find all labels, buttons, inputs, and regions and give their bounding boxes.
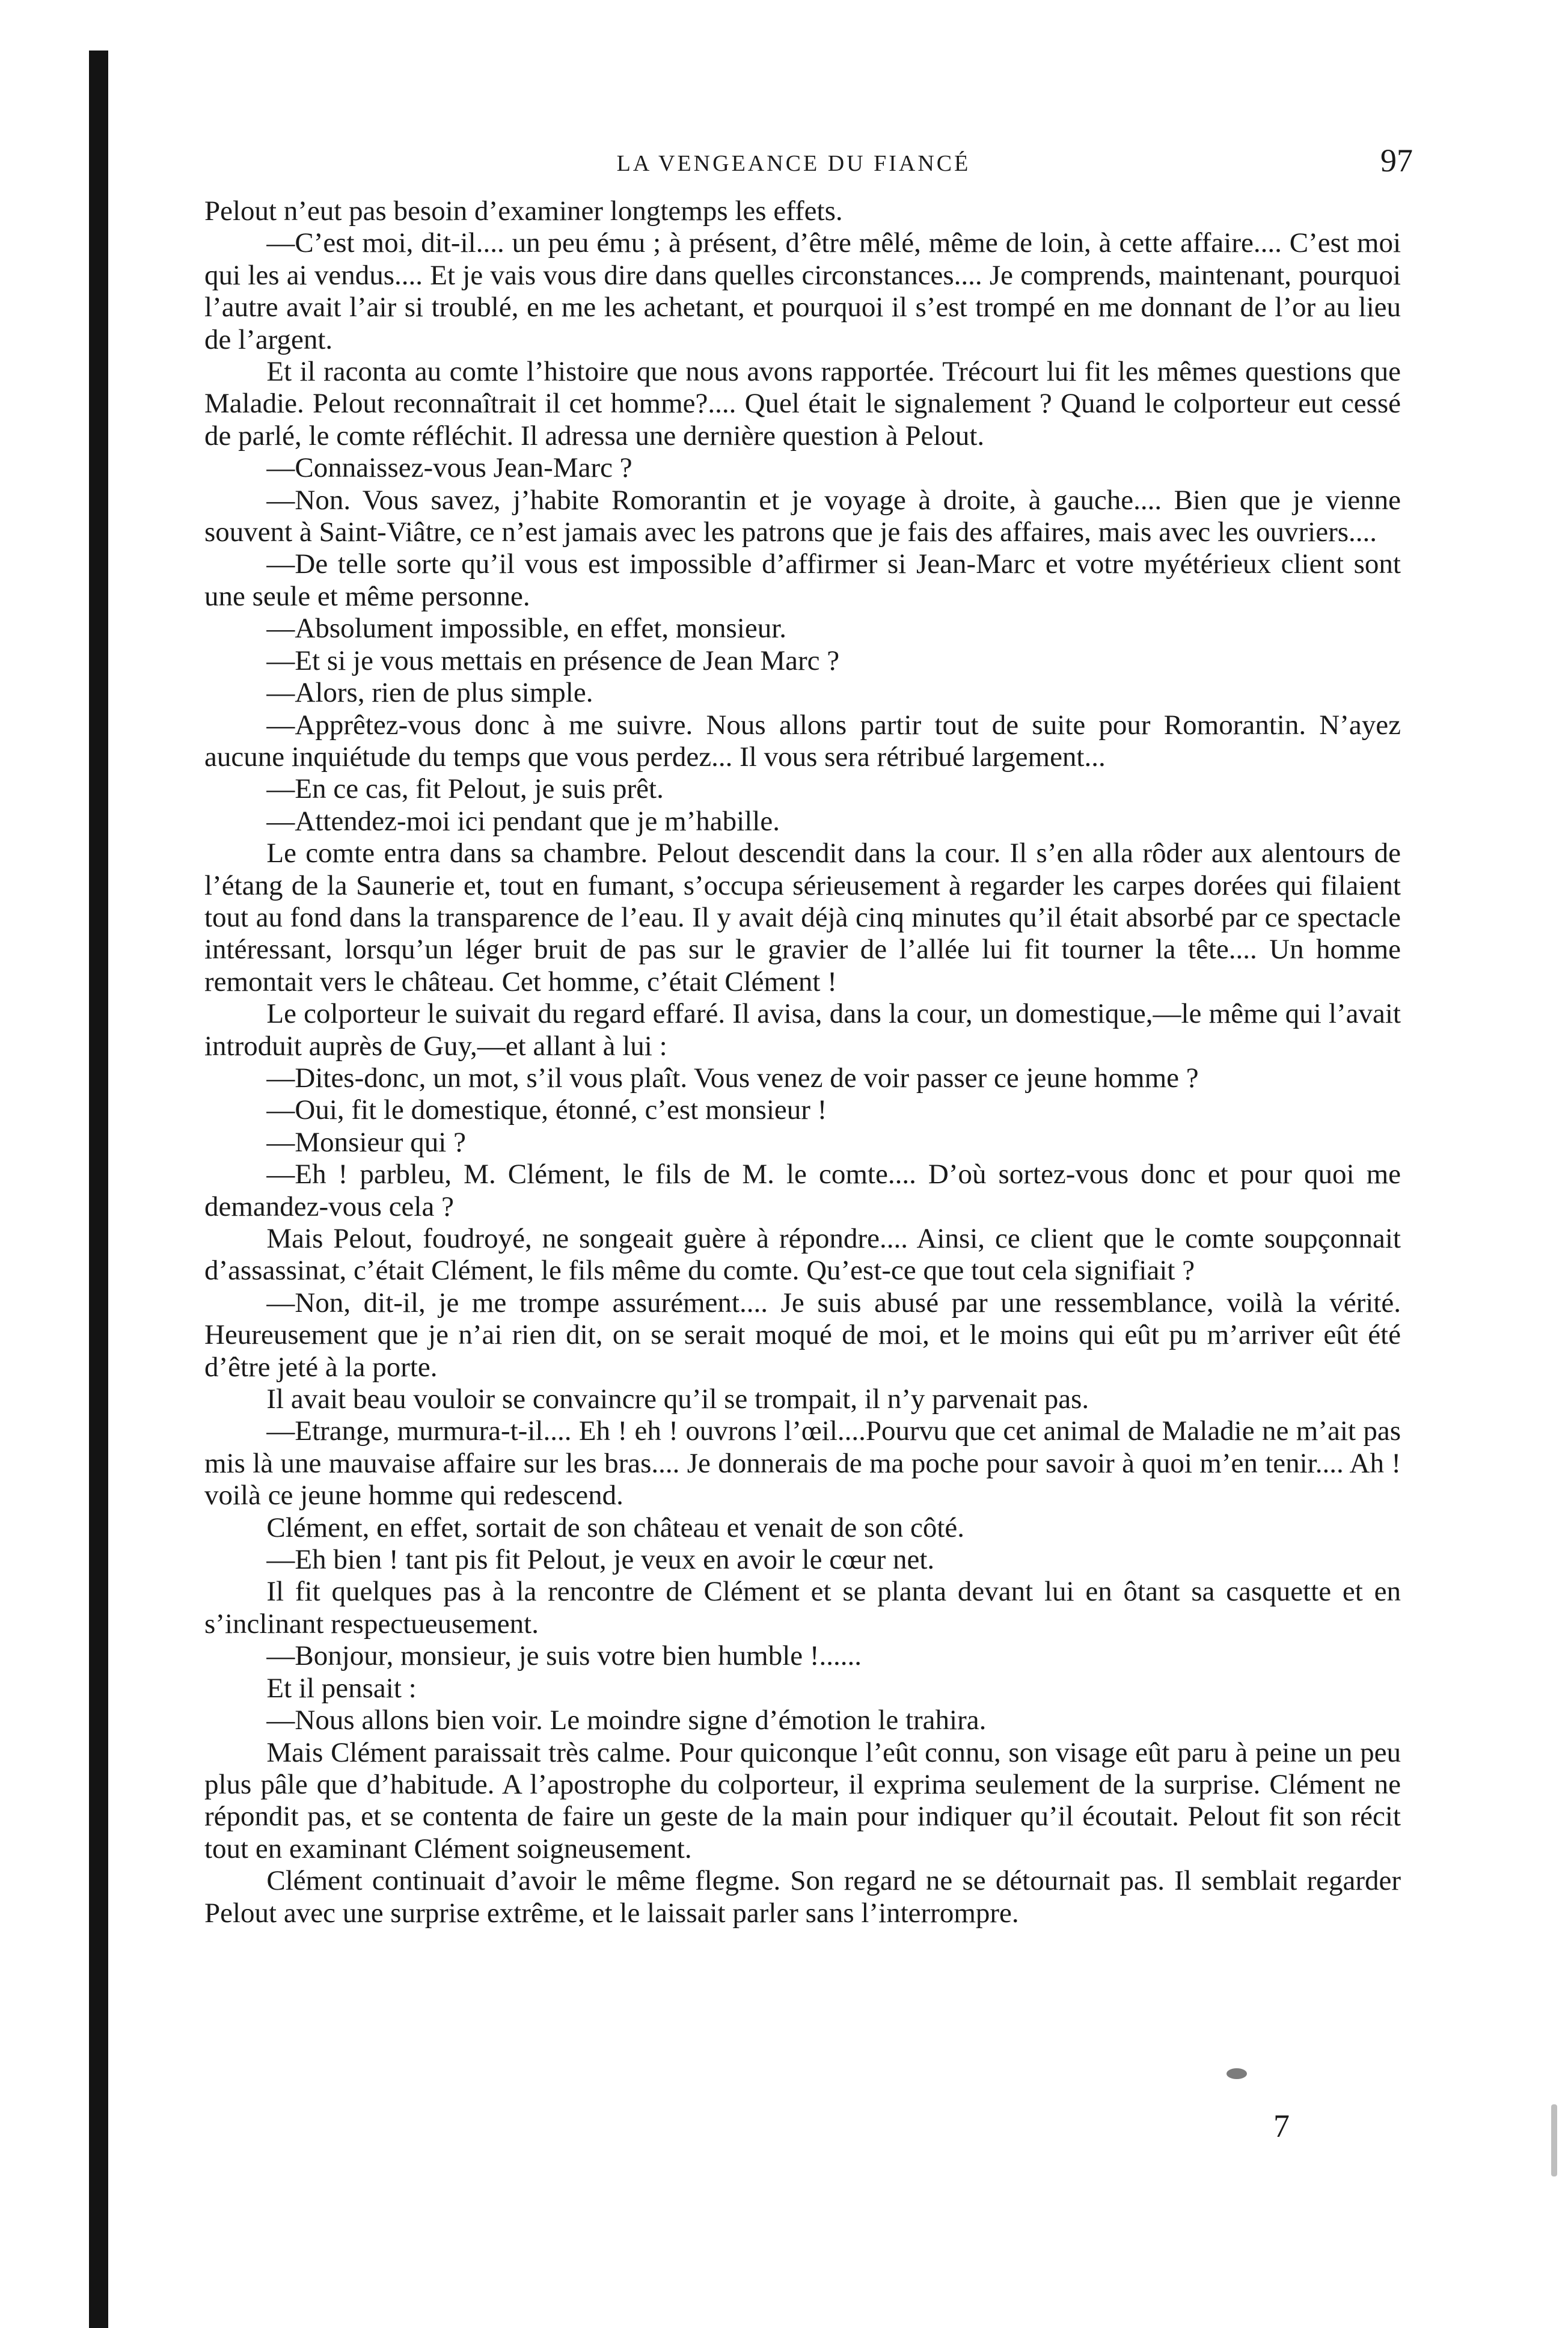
- paragraph: —Connaissez-vous Jean-Marc ?: [266, 452, 632, 484]
- paragraph: —C’est moi, dit-il.... un peu ému ; à présent, d’être mêlé, même de loin, à cette affaire.... C’est moi qui les ai vendus.... Et je vais vous dire dans quelles circonstances.... Je comprends, maintenant, pourquoi l’autre avait l’air si troublé, en me les achetant, et pourquoi il s’est trompé en me donnant de l’or au lieu de l’argent.: [204, 227, 1401, 355]
- paragraph: —Monsieur qui ?: [266, 1126, 466, 1158]
- paragraph: —Etrange, murmura-t-il.... Eh ! eh ! ouvrons l’œil....Pourvu que cet animal de Maladie ne m’ait pas mis là une mauvaise affaire sur les bras.... Je donnerais de ma poche pour savoir à quoi m’en tenir.... Ah ! voilà ce jeune homme qui redescend.: [204, 1415, 1401, 1512]
- paragraph: —Non, dit-il, je me trompe assurément.... Je suis abusé par une ressemblance, voilà la vérité. Heureusement que je n’ai rien dit, on se serait moqué de moi, et le moins qui eût pu m’arriver eût été d’être jeté à la porte.: [204, 1287, 1401, 1383]
- paragraph: —Non. Vous savez, j’habite Romorantin et je voyage à droite, à gauche.... Bien que je vienne souvent à Saint-Viâtre, ce n’est jamais avec les patrons que je fais des affaires, mais avec les ouvriers....: [204, 484, 1401, 548]
- paragraph: Le comte entra dans sa chambre. Pelout descendit dans la cour. Il s’en alla rôder aux alentours de l’étang de la Saunerie et, tout en fumant, s’occupa sérieusement à regarder les carpes dorées qui filaient tout au fond dans la transparence de l’eau. Il y avait déjà cinq minutes qu’il était absorbé par ce spectacle intéressant, lorsqu’un léger bruit de pas sur le gravier de l’allée lui fit tourner la tête.... Un homme remontait vers le château. Cet homme, c’était Clément !: [204, 838, 1401, 997]
- paragraph: Le colporteur le suivait du regard effaré. Il avisa, dans la cour, un domestique,—le même qui l’avait introduit auprès de Guy,—et allant à lui :: [204, 998, 1401, 1062]
- paragraph: —En ce cas, fit Pelout, je suis prêt.: [266, 773, 664, 805]
- paragraph: —Et si je vous mettais en présence de Jean Marc ?: [266, 645, 840, 676]
- page-header: [174, 139, 1413, 188]
- edge-speckle: [1551, 2104, 1557, 2176]
- paragraph: —Attendez-moi ici pendant que je m’habille.: [266, 805, 780, 837]
- paragraph: Clément, en effet, sortait de son château et venait de son côté.: [266, 1512, 965, 1543]
- paragraph: Mais Pelout, foudroyé, ne songeait guère à répondre.... Ainsi, ce client que le comte soupçonnait d’assassinat, c’était Clément, le fils même du comte. Qu’est-ce que tout cela signifiait ?: [204, 1223, 1401, 1287]
- signature-mark: 7: [1273, 2108, 1290, 2144]
- paragraph: —Dites-donc, un mot, s’il vous plaît. Vous venez de voir passer ce jeune homme ?: [266, 1062, 1199, 1094]
- body-text: [204, 195, 1401, 1929]
- paragraph: —Eh bien ! tant pis fit Pelout, je veux en avoir le cœur net.: [266, 1544, 935, 1576]
- paragraph: —Bonjour, monsieur, je suis votre bien humble !......: [266, 1640, 862, 1672]
- paragraph: Et il pensait :: [266, 1672, 417, 1704]
- paragraph: Mais Clément paraissait très calme. Pour quiconque l’eût connu, son visage eût paru à peine un peu plus pâle que d’habitude. A l’apostrophe du colporteur, il exprima seulement de la surprise. Clément ne répondit pas, et se contenta de faire un geste de la main pour indiquer qu’il écoutait. Pelout fit son récit tout en examinant Clément soigneusement.: [204, 1736, 1401, 1864]
- page-number: 97: [1380, 142, 1413, 179]
- paragraph: —Eh ! parbleu, M. Clément, le fils de M. le comte.... D’où sortez-vous donc et pour quoi me demandez-vous cela ?: [204, 1159, 1401, 1222]
- paragraph: Il avait beau vouloir se convaincre qu’il se trompait, il n’y parvenait pas.: [266, 1383, 1089, 1415]
- paragraph: Et il raconta au comte l’histoire que nous avons rapportée. Trécourt lui fit les mêmes questions que Maladie. Pelout reconnaîtrait il cet homme?.... Quel était le signalement ? Quand le colporteur eut cessé de parlé, le comte réfléchit. Il adressa une dernière question à Pelout.: [204, 356, 1401, 452]
- paragraph: —De telle sorte qu’il vous est impossible d’affirmer si Jean-Marc et votre myétérieux client sont une seule et même personne.: [204, 548, 1401, 612]
- paragraph: —Oui, fit le domestique, étonné, c’est monsieur !: [266, 1094, 827, 1126]
- paragraph: —Alors, rien de plus simple.: [266, 677, 593, 709]
- paragraph: —Absolument impossible, en effet, monsieur.: [266, 613, 787, 645]
- paragraph: —Nous allons bien voir. Le moindre signe d’émotion le trahira.: [266, 1705, 987, 1736]
- paragraph: Clément continuait d’avoir le même flegme. Son regard ne se détournait pas. Il semblait regarder Pelout avec une surprise extrême, et le laissait parler sans l’interrompre.: [204, 1865, 1401, 1929]
- paragraph: Pelout n’eut pas besoin d’examiner longtemps les effets.: [204, 195, 843, 227]
- paragraph: Il fit quelques pas à la rencontre de Clément et se planta devant lui en ôtant sa casquette et en s’inclinant respectueusement.: [204, 1576, 1401, 1640]
- running-title: LA VENGEANCE DU FIANCÉ: [616, 151, 971, 176]
- binding-edge: [89, 51, 108, 2328]
- paragraph: —Apprêtez-vous donc à me suivre. Nous allons partir tout de suite pour Romorantin. N’ayez aucune inquiétude du temps que vous perdez... Il vous sera rétribué largement...: [204, 709, 1401, 773]
- ink-blot: [1227, 2068, 1247, 2079]
